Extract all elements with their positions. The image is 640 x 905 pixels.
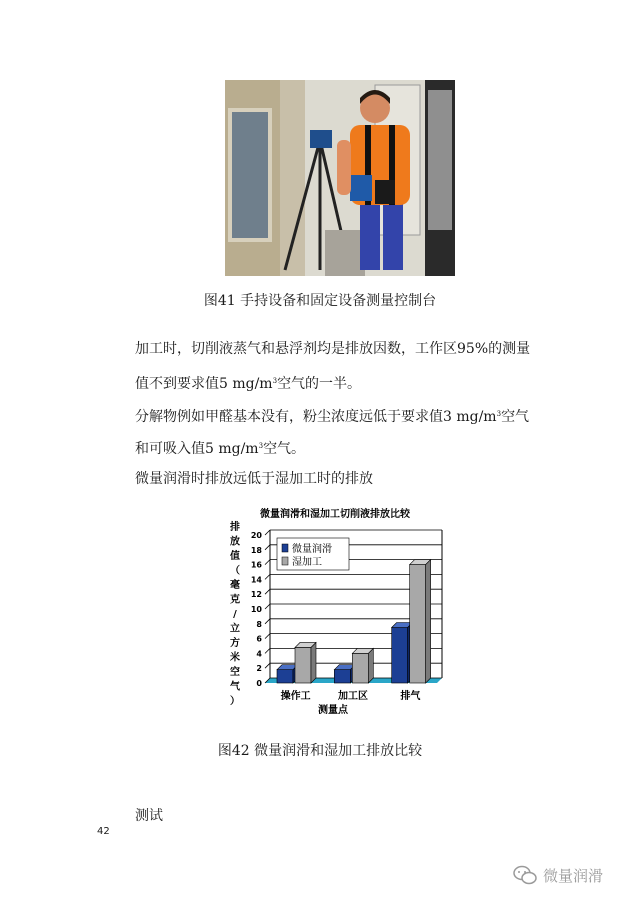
y-axis-label-char: （ bbox=[230, 565, 240, 577]
chart-title: 微量润滑和湿加工切削液排放比较 bbox=[260, 509, 410, 520]
legend-swatch bbox=[282, 544, 288, 552]
y-axis-label-char: 米 bbox=[230, 652, 240, 664]
page-number: 42 bbox=[97, 826, 110, 837]
y-axis-ticks bbox=[251, 531, 263, 688]
bar-wet-2 bbox=[410, 565, 426, 683]
gridline-diag bbox=[265, 545, 270, 550]
legend-entry: 湿加工 bbox=[292, 557, 322, 568]
x-tick-label: 排气 bbox=[400, 691, 421, 702]
y-axis-label-char: ） bbox=[230, 696, 240, 707]
y-axis-label-char: 方 bbox=[230, 638, 240, 649]
y-tick-label: 16 bbox=[250, 560, 262, 570]
watermark-text: 微量润滑 bbox=[543, 866, 604, 885]
gridline-diag bbox=[265, 634, 270, 639]
gridline-diag bbox=[265, 663, 270, 668]
paragraph1-line2-post: 空气的一半。 bbox=[277, 376, 362, 392]
paragraph2-line1-post: 空气 bbox=[501, 409, 530, 425]
y-axis-label bbox=[229, 520, 241, 707]
y-axis-label-char: 放 bbox=[230, 536, 240, 548]
gridline-diag bbox=[265, 648, 270, 653]
bar-mql-0 bbox=[277, 670, 293, 683]
bar-wet-0 bbox=[295, 647, 311, 683]
photo-illustration bbox=[225, 80, 455, 276]
wechat-icon bbox=[513, 865, 537, 885]
bar-mql-1 bbox=[334, 670, 350, 683]
superscript-3: 3 bbox=[272, 377, 278, 385]
y-axis-label-char: / bbox=[233, 609, 237, 620]
y-tick-label: 20 bbox=[250, 531, 262, 540]
bar-side bbox=[426, 560, 431, 683]
legend-entry: 微量润滑 bbox=[292, 544, 332, 555]
gridline-diag bbox=[265, 560, 270, 565]
watermark bbox=[513, 860, 633, 890]
y-tick-label: 18 bbox=[250, 545, 262, 555]
paragraph1-line2-pre: 值不到要求值5 mg/m bbox=[135, 376, 273, 392]
paragraph3-line1: 微量润滑时排放远低于湿加工时的排放 bbox=[135, 471, 373, 487]
x-axis-label: 测量点 bbox=[318, 705, 348, 716]
bar-mql-2 bbox=[392, 628, 408, 684]
figure41-caption: 图41 手持设备和固定设备测量控制台 bbox=[203, 293, 437, 309]
bar-side bbox=[368, 648, 373, 683]
x-axis-ticks bbox=[281, 689, 422, 702]
paragraph1-line2 bbox=[135, 371, 361, 394]
legend-swatch bbox=[282, 557, 288, 565]
x-tick-label: 加工区 bbox=[338, 691, 368, 702]
superscript-3: 3 bbox=[258, 442, 264, 450]
y-axis-label-char: 立 bbox=[230, 623, 240, 635]
y-tick-label: 10 bbox=[250, 605, 262, 614]
chart-svg bbox=[205, 500, 450, 722]
paragraph2-line2 bbox=[135, 436, 305, 459]
y-tick-label: 12 bbox=[250, 590, 262, 600]
gridline-diag bbox=[265, 604, 270, 609]
figure42-caption: 图42 微量润滑和湿加工排放比较 bbox=[217, 743, 423, 759]
paragraph2-line2-post: 空气。 bbox=[263, 441, 306, 457]
y-tick-label: 6 bbox=[256, 634, 262, 644]
y-axis-label-char: 毫 bbox=[230, 580, 240, 591]
bar-wet-1 bbox=[352, 653, 368, 683]
y-axis-label-char: 值 bbox=[230, 551, 240, 562]
y-tick-label: 0 bbox=[256, 679, 262, 688]
y-tick-label: 4 bbox=[256, 649, 262, 659]
section-heading: 测试 bbox=[135, 808, 163, 824]
x-tick-label: 操作工 bbox=[280, 691, 311, 702]
paragraph2-line2-pre: 和可吸入值5 mg/m bbox=[135, 441, 259, 457]
figure41-photo bbox=[225, 80, 455, 276]
gridline-diag bbox=[265, 619, 270, 624]
paragraph2-line1-pre: 分解物例如甲醛基本没有，粉尘浓度远低于要求值3 mg/m bbox=[135, 409, 497, 425]
y-axis-label-char: 排 bbox=[230, 522, 240, 533]
chart-legend bbox=[277, 538, 349, 570]
paragraph2-line1 bbox=[135, 404, 529, 427]
chart-bars bbox=[277, 560, 431, 683]
y-axis-label-char: 气 bbox=[230, 681, 240, 693]
paragraph1-line1: 加工时，切削液蒸气和悬浮剂均是排放因数，工作区95%的测量 bbox=[135, 341, 531, 357]
y-axis-label-char: 克 bbox=[230, 594, 240, 606]
y-tick-label: 14 bbox=[250, 575, 262, 585]
superscript-3: 3 bbox=[496, 410, 502, 418]
bar-side bbox=[311, 642, 316, 683]
y-axis-label-char: 空 bbox=[230, 667, 240, 678]
gridline-diag bbox=[265, 530, 270, 535]
gridline-diag bbox=[265, 589, 270, 594]
y-tick-label: 2 bbox=[256, 664, 262, 674]
y-tick-label: 8 bbox=[256, 619, 262, 629]
gridline-diag bbox=[265, 574, 270, 579]
emission-comparison-chart bbox=[205, 500, 450, 722]
